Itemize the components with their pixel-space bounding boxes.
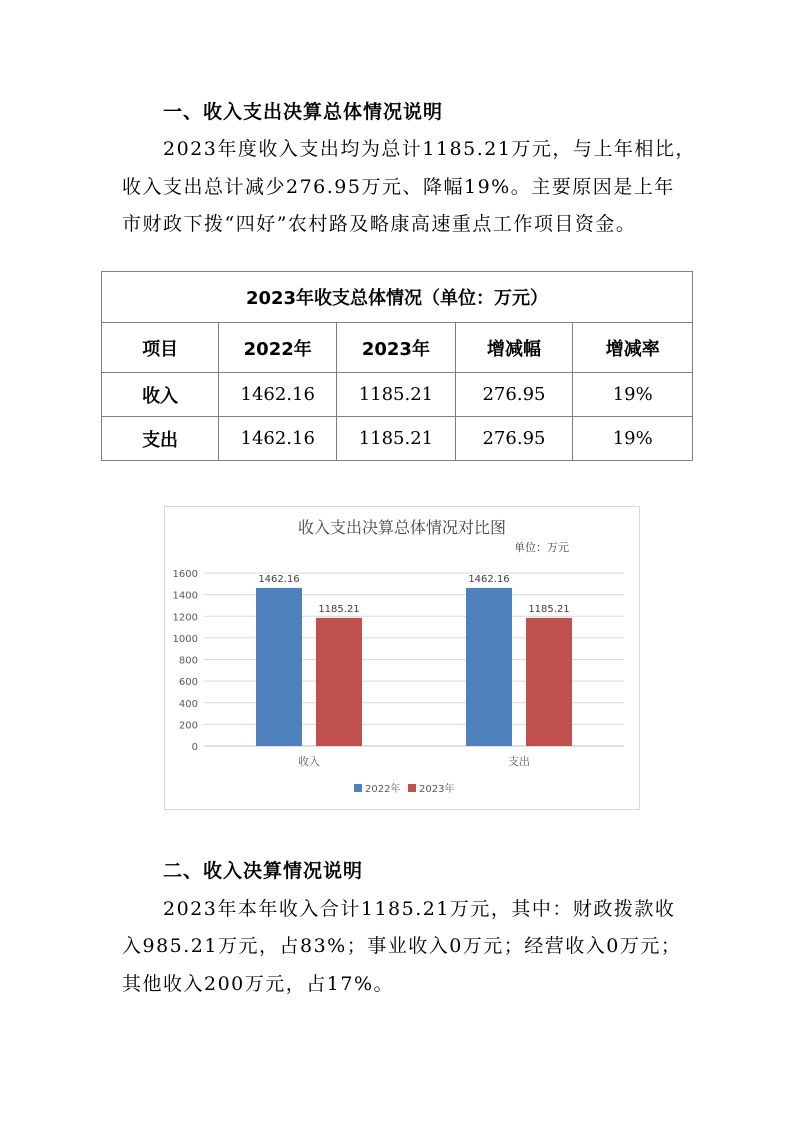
y-tick-label: 1000 <box>172 633 198 645</box>
legend-swatch-2022年 <box>354 784 362 792</box>
cell-income-change: 276.95 <box>455 373 573 417</box>
header-item: 项目 <box>102 323 219 373</box>
bar-2023年-收入 <box>316 618 362 746</box>
y-tick-label: 600 <box>178 677 198 689</box>
section2-heading: 二、收入决算情况说明 <box>163 860 364 882</box>
summary-table <box>101 271 693 461</box>
y-tick-label: 1600 <box>172 569 198 580</box>
cell-expense-change: 276.95 <box>455 417 573 461</box>
x-tick-label: 收入 <box>298 755 320 768</box>
table-row <box>102 373 693 417</box>
bar-data-label: 1462.16 <box>468 573 510 585</box>
bar-2022年-支出 <box>466 588 512 746</box>
section2-line2: 入985.21万元，占83%；事业收入0万元；经营收入0万元； <box>122 935 682 957</box>
y-tick-label: 400 <box>178 698 198 710</box>
x-tick-label: 支出 <box>508 755 530 768</box>
section1-heading: 一、收入支出决算总体情况说明 <box>163 101 444 123</box>
section1-line2: 收入支出总计减少276.95万元、降幅19%。主要原因是上年 <box>122 176 675 198</box>
bar-2022年-收入 <box>256 588 302 746</box>
bar-data-label: 1185.21 <box>318 603 360 615</box>
bar-2023年-支出 <box>526 618 572 746</box>
y-tick-label: 0 <box>191 742 198 753</box>
row-label-expense: 支出 <box>102 417 219 461</box>
header-2023: 2023年 <box>337 323 455 373</box>
cell-expense-rate: 19% <box>573 417 693 461</box>
legend-label: 2023年 <box>419 784 455 795</box>
cell-income-2023: 1185.21 <box>337 373 455 417</box>
y-tick-label: 200 <box>178 720 198 732</box>
section1-line1: 2023年度收入支出均为总计1185.21万元，与上年相比， <box>163 138 696 160</box>
bar-data-label: 1462.16 <box>258 573 300 585</box>
table-row <box>102 417 693 461</box>
y-tick-label: 800 <box>178 655 198 667</box>
section2-line1: 2023年本年收入合计1185.21万元，其中：财政拨款收 <box>163 898 676 920</box>
y-tick-label: 1400 <box>172 590 198 602</box>
cell-income-rate: 19% <box>573 373 693 417</box>
section2-line3: 其他收入200万元，占17%。 <box>122 973 394 995</box>
section1-line3: 市财政下拨“四好”农村路及略康高速重点工作项目资金。 <box>122 213 637 235</box>
cell-expense-2022: 1462.16 <box>219 417 337 461</box>
header-2022: 2022年 <box>219 323 337 373</box>
cell-expense-2023: 1185.21 <box>337 417 455 461</box>
legend-swatch-2023年 <box>408 784 416 792</box>
bar-data-label: 1185.21 <box>528 603 570 615</box>
header-rate: 增减率 <box>573 323 693 373</box>
legend-label: 2022年 <box>365 784 401 795</box>
cell-income-2022: 1462.16 <box>219 373 337 417</box>
comparison-chart <box>164 506 640 810</box>
chart-unit-label: 单位：万元 <box>514 541 569 554</box>
table-caption: 2023年收支总体情况（单位：万元） <box>102 272 693 323</box>
y-tick-label: 1200 <box>172 612 198 624</box>
header-change: 增减幅 <box>455 323 573 373</box>
chart-title: 收入支出决算总体情况对比图 <box>297 518 507 537</box>
row-label-income: 收入 <box>102 373 219 417</box>
